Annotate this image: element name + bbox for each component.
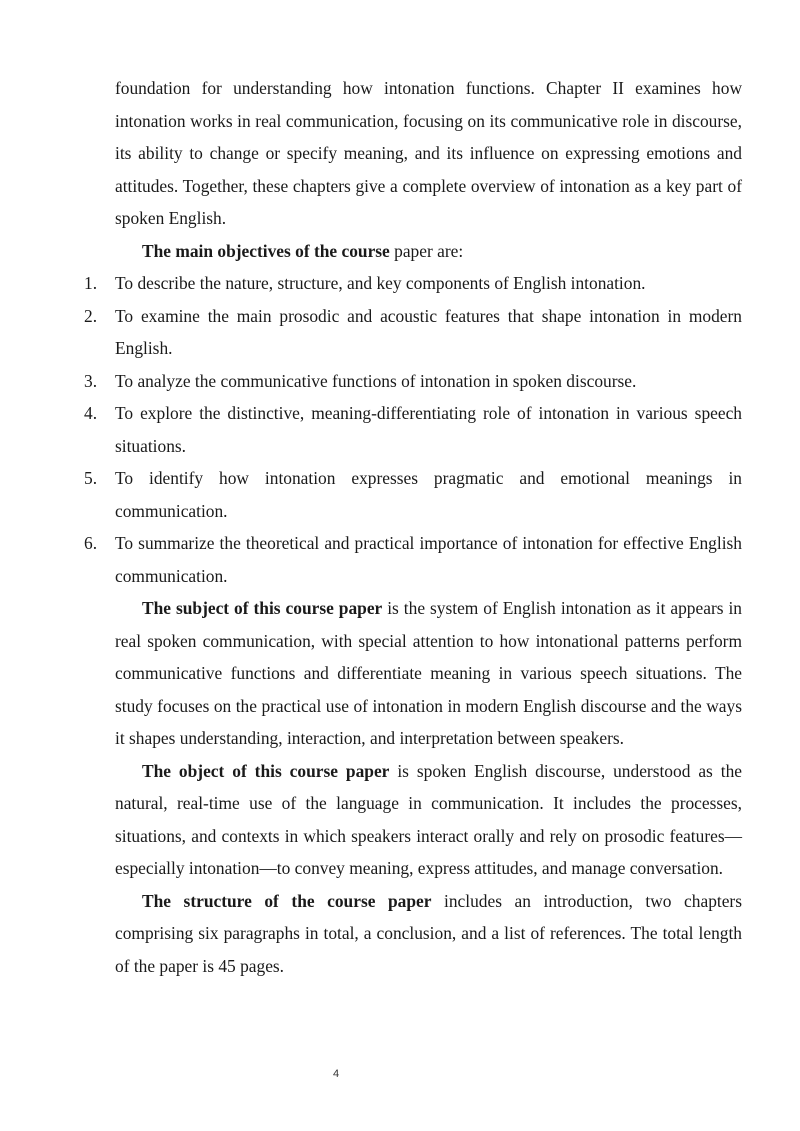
list-item-text: To identify how intonation expresses pragmatic and emotional meanings in communication.: [115, 468, 742, 521]
structure-paragraph: [115, 885, 742, 983]
objectives-list: [84, 267, 742, 592]
object-text: is spoken English discourse, understood as the natural, real-time use of the language in communication. It includes the processes, situations, and contexts in which speakers interact orally and rely on prosodic features—especially intonation—to convey meaning, express attitudes, and manage conversation.: [115, 760, 743, 878]
list-item-text: To analyze the communicative functions of intonation in spoken discourse.: [115, 370, 637, 391]
list-item-text: To examine the main prosodic and acoustic features that shape intonation in modern English.: [115, 305, 742, 358]
list-item: [84, 267, 742, 300]
list-item: [84, 300, 742, 365]
subject-paragraph: [115, 592, 742, 755]
list-item: [84, 365, 742, 398]
object-paragraph: [115, 755, 742, 885]
structure-text: includes an introduction, two chapters comprising six paragraphs in total, a conclusion, and a list of references. The total length of the paper is 45 pages.: [115, 890, 742, 976]
list-item-text: To describe the nature, structure, and key components of English intonation.: [115, 273, 646, 293]
list-item-text: To explore the distinctive, meaning-differentiating role of intonation in various speech situations.: [115, 403, 742, 456]
subject-heading-bold: The subject of this course paper: [142, 598, 383, 618]
page-content: [84, 72, 743, 982]
intro-continuation-paragraph: foundation for understanding how intonation functions. Chapter II examines how intonation works in real communication, focusing on its communicative role in discourse, its ability to change or specify meaning, and its influence on expressing emotions and attitudes. Together, these chapters give a complete overview of intonation as a key part of spoken English.: [115, 78, 742, 228]
page-number: 4: [332, 1068, 340, 1080]
list-item-number: 5.: [84, 468, 98, 488]
list-item-number: 2.: [84, 305, 98, 326]
objectives-lead-rest: paper are:: [389, 240, 464, 261]
list-item-number: 6.: [84, 533, 98, 553]
structure-heading-bold: The structure of the course paper: [142, 890, 432, 911]
subject-text: is the system of English intonation as it appears in real spoken communication, with special attention to how intonational patterns perform communicative functions and differentiate meaning in various speech situations. The study focuses on the practical use of intonation in modern English discourse and the ways it shapes understanding, interaction, and interpretation between speakers.: [115, 598, 742, 748]
list-item: [84, 462, 742, 527]
list-item-text: To summarize the theoretical and practical importance of intonation for effective English communication.: [115, 533, 742, 586]
object-heading-bold: The object of this course paper: [142, 760, 390, 781]
list-item-number: 1.: [84, 273, 98, 293]
objectives-lead-bold: The main objectives of the course: [142, 240, 390, 261]
list-item-number: 3.: [84, 370, 98, 391]
list-item: [84, 397, 742, 462]
list-item-number: 4.: [84, 403, 98, 423]
list-item: [84, 527, 742, 592]
objectives-lead-paragraph: [115, 235, 742, 268]
